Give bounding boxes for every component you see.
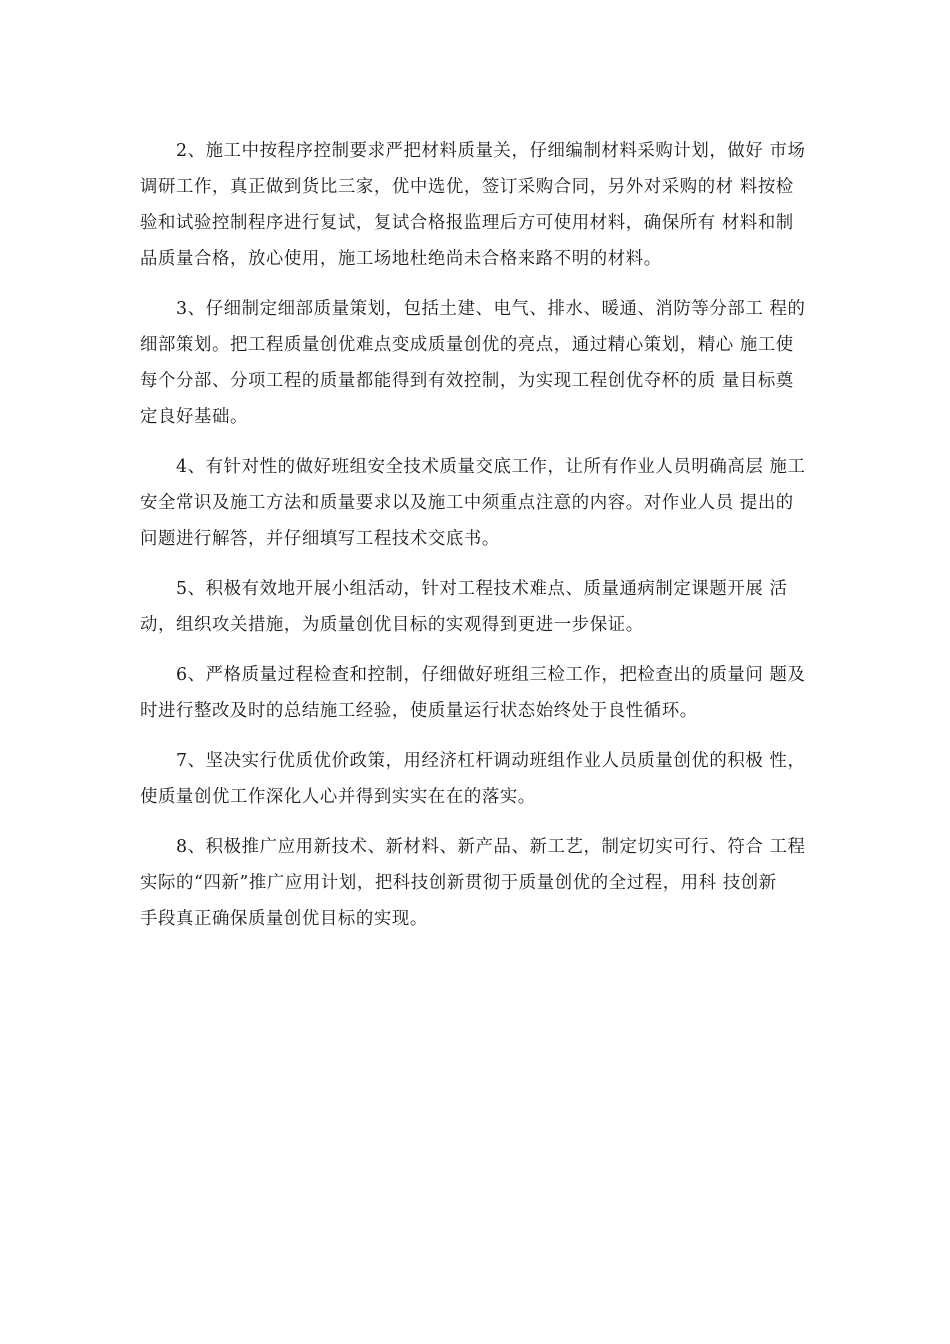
- paragraph-item-2: [140, 133, 816, 277]
- paragraph-item-6: [140, 657, 816, 729]
- paragraph-line: 验和试验控制程序进行复试，复试合格报监理后方可使用材料，确保所有 材料和制: [140, 213, 794, 233]
- paragraph-line: 7、坚决实行优质优价政策，用经济杠杆调动班组作业人员质量创优的积极 性，: [176, 751, 806, 771]
- paragraph-line: 5、积极有效地开展小组活动，针对工程技术难点、质量通病制定课题开展 活: [176, 579, 788, 599]
- paragraph-item-4: [140, 449, 816, 557]
- paragraph-line: 问题进行解答，并仔细填写工程技术交底书。: [140, 529, 500, 549]
- paragraph-line: 每个分部、分项工程的质量都能得到有效控制，为实现工程创优夺杯的质 量目标奠: [140, 371, 794, 391]
- paragraph-line: 动，组织攻关措施，为质量创优目标的实观得到更进一步保证。: [140, 615, 644, 635]
- paragraph-line: 使质量创优工作深化人心并得到实实在在的落实。: [140, 787, 536, 807]
- document-body: [140, 133, 816, 951]
- paragraph-line: 手段真正确保质量创优目标的实现。: [140, 909, 428, 929]
- paragraph-item-7: [140, 743, 816, 815]
- paragraph-line: 4、有针对性的做好班组安全技术质量交底工作，让所有作业人员明确高层 施工: [176, 457, 806, 477]
- paragraph-line: 安全常识及施工方法和质量要求以及施工中须重点注意的内容。对作业人员 提出的: [140, 493, 794, 513]
- paragraph-line: 调研工作，真正做到货比三家，优中选优，签订采购合同，另外对采购的材 料按检: [140, 177, 794, 197]
- paragraph-line: 2、施工中按程序控制要求严把材料质量关，仔细编制材料采购计划，做好 市场: [176, 141, 806, 161]
- paragraph-line: 3、仔细制定细部质量策划，包括土建、电气、排水、暖通、消防等分部工 程的: [176, 299, 806, 319]
- paragraph-line: 定良好基础。: [140, 407, 248, 427]
- paragraph-item-3: [140, 291, 816, 435]
- paragraph-line: 6、严格质量过程检查和控制，仔细做好班组三检工作，把检查出的质量问 题及: [176, 665, 806, 685]
- paragraph-line: 品质量合格，放心使用，施工场地杜绝尚未合格来路不明的材料。: [140, 249, 662, 269]
- paragraph-line: 细部策划。把工程质量创优难点变成质量创优的亮点，通过精心策划，精心 施工使: [140, 335, 794, 355]
- paragraph-item-8: [140, 829, 816, 937]
- paragraph-item-5: [140, 571, 816, 643]
- paragraph-line: 时进行整改及时的总结施工经验，使质量运行状态始终处于良性循环。: [140, 701, 698, 721]
- paragraph-line: 8、积极推广应用新技术、新材料、新产品、新工艺，制定切实可行、符合 工程: [176, 837, 806, 857]
- paragraph-line: 实际的“四新”推广应用计划，把科技创新贯彻于质量创优的全过程，用科 技创新: [140, 873, 777, 893]
